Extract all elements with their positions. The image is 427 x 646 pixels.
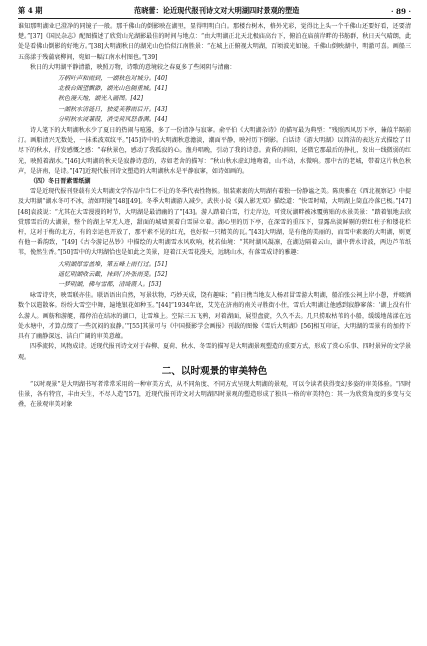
paragraph-4: 雪是近现代报刊登载有关大明湖文学作品中当仁不让的冬季代表性物候。银装素裹的大明湖有着独一份静谧之美。陈庚雅在《西北视察记》中提及大明湖“湖水冬可不冰，清如明镜”[48][49]。冬季大明湖游人减少，武侠小说《翼人影无双》描绘道：“快雪时晴，大明湖上筒直冷落已极。”[47][48]袁波说：“尤其在大雪漫漫的时节，大明湖是最清幽的了”[43]。游人踏着白雪，行走岸边，可赏玩湖畔被冰覆剪贴的水景美景：“踏着银地去欣赏那雪后的大湖景，整个的湖上罕无人迹，甜面的城墙顶着白雪屏立着。湖心里的历下亭，在深雪的重压下，显露出淡鲜剔的碧红柱子和镂花栏杆，这对于梅的北方，有的幸运也开放了，那平素不见的红光，也好似一只精美的瓦。”[43]大明湖，是有他的美丽的，而雪中素裹的大明湖，则更有他一番韵致，“[49]《古今游记丛钞》中描绘的大明湖雪水风吹响，枕若仙境：“其时湖风凝凛，在湖边隔着云山，湖中碧水诗波，两边芦苇纸苇，俛然生香。”[50]雪中的大明湖恰也是如此之美景，迎着江天雪花漫天，远眺山水，有落雪成诗的雅趣： xyxy=(18,188,411,257)
poem-block-winter xyxy=(58,260,411,291)
poem-line: 遥忆明湖收云截，抹到门外张雨斐。[52] xyxy=(58,270,168,278)
poem-line: 万柄叶声和雨到，一湖秋色对城分。[40] xyxy=(58,75,168,83)
poem-line: 大明湖厚雪盖堆，第五峰上雨行过。[51] xyxy=(58,260,168,268)
paragraph-3: 诗人笔下的大明湖秋水少了夏日的热闹与喧嚣，多了一份清净与寂寥。俞平伯《大明湖杂诗》的描写最为典型：“残照西风历下亭，蒹葭半隔前汀。画船清兴无数处，一抹柔波双纹平。”[45]诗中的大明湖秋意澹淡，潮面平静，映衬历下倒影。白话诗《游大明湖》以简洁的表达方式描绘了目尽下的秋水，抒发感慨之感：“春秋景色，感动了我孤寂的心。渔舟唱晚，引动了我的诗意。黄昏的斜阳，还微它那最后的挣扎，发出一线微弱的红光，映照着湖水。”[46]大明湖的秋天是寂静诗意的，赤如老舍的描写：“秋山秋水虚幻地吻着，山不动，水微响。那中古的老城，带着这片秋色秋声，是济南，是诗。”[47]近现代报刊诗文塑造的大明湖秋水是平静寂寥，如诗如画的。 xyxy=(18,127,411,175)
paragraph-1: 谁知那明湖业已澄净的同镜子一般。那千佛山的倒影映在湖里，显得明明白白。那楼台树木，格外光彩，觉得比上头一个千佛山还要好看，还要清楚。”[37]《国民杂志》配图描述了欣赏山光湖影最佳的时间与地点：“由大明湖正北天北极庙高台下，俯泊在庙前岸畔的书舫群，秋日天气晴朗，此处是看佛山倒影的好地方。”[38]大明湖秋日的湖光山色恰似江南胜景：“在城上正俯视大明湖，百顷波光如镜。千佛山倒映湖中，明澈可喜。画船三五荡漾于残蒲衰柳间，宛如一幅江南水村图也。”[39] xyxy=(18,23,411,61)
paragraph-5: 咏雪诗夹，映雪联亦佳。联语语出自然，写景状物，巧妙天成，饶有趣味；“前日携当地友人杨君冒雪游大明湖，船泊张公祠上岸小憩，并啜酒数个以遣散客。纷纷大雪空中舞，遍地银花如种玉。”[44]“1934年底，艾芜在济南的南关寻胜街小住，雪后大明湖让他感到寂静寥落：‘湖上没有什么游人。画舫和游艇，都停泊在结冰的湖口，让雪堆上。空际三五飞鸦，对着湖面，展望盘旋，久久不去。几只捞取枯苇的小船，缓缓地荡漾在远处水塘中，才算点缀了一些沉闷的寂静。’”[55]其景可与《中国摄影学会画报》刊载的图像《雪后大明湖》[56]相互印证，大明湖的雪景有的加持下具有了幽静深远、洁白广阔的审美意蕴。 xyxy=(18,292,411,341)
section-heading: 二、以时观景的审美特色 xyxy=(161,365,268,377)
poem-line: 一湖秋水清涟日，独爱芙蓉雨后开。[43] xyxy=(58,105,168,113)
running-header xyxy=(18,6,411,19)
running-title: 范晓蕾：论近现代报刊诗文对大明湖四时景观的塑造 xyxy=(134,6,300,15)
poem-line: 北极台阁望飘渺，湖光山色隔重城。[41] xyxy=(58,85,168,93)
article-body xyxy=(18,22,411,411)
poem-line: 分明秋水浸蒹葭，消受荷风怒香满。[44] xyxy=(58,115,168,123)
poem-block-autumn xyxy=(58,74,411,125)
poem-line: 秋色漫天地，湖光入画图。[42] xyxy=(58,95,143,103)
paragraph-2: 秋日的大明湖平静清澈，映照万物，诗歌的意境较之春夏多了些闲阴与清幽： xyxy=(30,63,236,71)
paragraph-6: 四季流转，风物成诗。近现代报刊诗文对于春柳、夏荷、秋水、冬雪的描写是大明湖景观塑造的重要方式，形成了赏心乐事、四时景异的文学景观。 xyxy=(18,343,411,361)
paragraph-7: “以时观景”是大明湖书写者常常采用的一种审美方式，从不同角度、不同方式呈现大明湖的景观，可以令读者获得变幻多姿的审美体验。“四时佳景，各有特宜，丰由天生，不尽人造”[57]，近现代报刊诗文对大明湖四时景观的塑造形成了独具一格的审美特色：其一为欣赏角度的多变与交叠，在景观审美对象 xyxy=(18,380,411,409)
poem-line: 一梦明湖，佛与雪都，清绮霞人。[53] xyxy=(58,281,162,289)
issue-number: 第 4 期 xyxy=(18,6,43,15)
subsection-heading: （四）冬日晋素雪纸湖 xyxy=(30,178,91,186)
page-number: · 89 · xyxy=(390,7,411,16)
